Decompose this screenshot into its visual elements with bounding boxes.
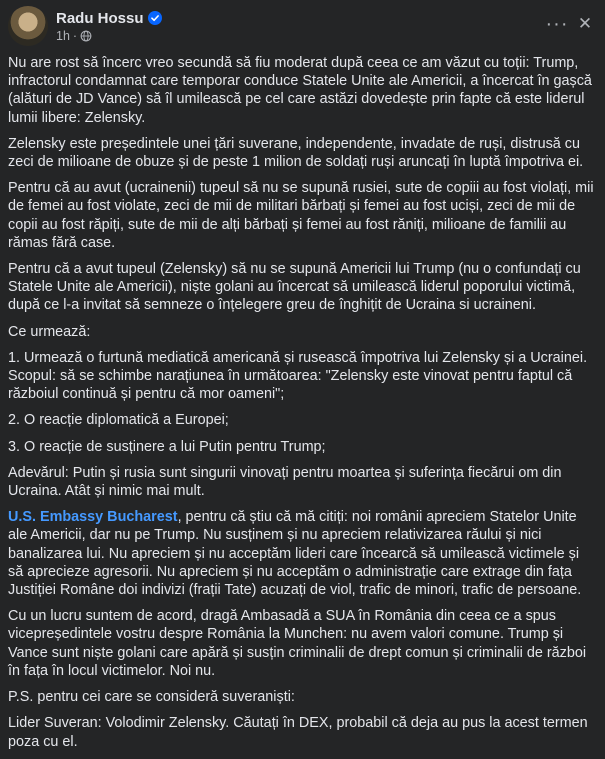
author-row [56, 9, 162, 27]
avatar[interactable] [8, 6, 48, 46]
author-name[interactable]: Radu Hossu [56, 9, 144, 27]
more-options-icon[interactable]: ··· [545, 12, 569, 35]
post-paragraph: Adevărul: Putin și rusia sunt singurii vinovați pentru moartea și suferința fiecărui om din Ucraina. Atât și nimic mai mult. [8, 464, 562, 500]
globe-icon[interactable] [80, 30, 92, 42]
embassy-mention-link[interactable]: U.S. Embassy Bucharest [8, 509, 178, 526]
close-icon[interactable]: ✕ [577, 14, 593, 33]
post-paragraph: 3. O reacție de susținere a lui Putin pentru Trump; [8, 438, 326, 455]
verified-badge-icon [148, 11, 162, 25]
post-paragraph: Pentru că a avut tupeul (Zelensky) să nu se supună Americii lui Trump (nu o confundați cu Statele Unite ale Americii), niște golani au încercat să umilească liderul poporului victimă, după ce l-a invitat să semneze o înțelegere greu de înghițit de Ucraina si ucraineni. [8, 261, 581, 314]
post-timestamp[interactable]: 1h [56, 29, 70, 43]
post-meta [56, 29, 92, 43]
post-paragraph: 2. O reacție diplomatică a Europei; [8, 412, 229, 429]
mention-paragraph-text: , pentru că știu că mă citiți: noi românii apreciem Statelor Unite ale Americii, dar nu pe Trump. Nu susținem și nu apreciem relativizarea răului și nici banalizarea lui. Nu apreciem și nu acceptăm lideri care încearcă să umilească victimele și să aprecieze agresorii. Nu apreciem și nu acceptăm o administrație care extrage din fața Justiției Române doi indivizi (frații Tate) acuzați de viol, trafic de minori, trafic de persoane. [8, 509, 582, 599]
post-header [8, 6, 595, 46]
post-paragraph: P.S. pentru cei care se consideră suveraniști: [8, 689, 295, 706]
meta-separator: · [72, 29, 78, 43]
post-paragraph: Lider Suveran: Volodimir Zelensky. Căutați în DEX, probabil că deja au pus la acest termen poza cu el. [8, 715, 588, 750]
post-paragraph: Zelensky este președintele unei țări suverane, independente, invadate de ruși, distrusă cu zeci de milioane de obuze și de peste 1 milion de soldați ruși aruncați în luptă împotriva ei. [8, 135, 584, 171]
post-paragraph: Pentru că au avut (ucrainenii) tupeul să nu se supună rusiei, sute de copiii au fost violați, mii de femei au fost violate, zeci de mii de militari bărbați și femei au fost uciși, zeci de mii de copii au fost răpiți, sute de mii de alți bărbați și femei au fost răniți, milioane de familii au rămas fără case. [8, 180, 594, 251]
post-paragraph: Nu are rost să încerc vreo secundă să fiu moderat după ceea ce am văzut cu toții: Trump, infractorul condamnat care temporar conduce Statele Unite ale Americii, a încercat în gașcă (alături de JD Vance) să îl umilească pe cel care astăzi dovedește prin fapte că este liderul lumii libere: Zelensky. [8, 55, 592, 126]
post-body [8, 54, 598, 759]
post-paragraph: Ce urmează: [8, 323, 91, 340]
post-paragraph: Cu un lucru suntem de acord, dragă Ambasadă a SUA în România din ceea ce a spus vicepreședintele vostru despre România la Munchen: nu avem valori comune. Trump și Vance sunt niște golani care apără și susțin criminalii de drept comun și criminalii de război în fața în locul victimelor. Noi nu. [8, 608, 587, 679]
post-paragraph-mention [8, 508, 598, 599]
post-paragraph: 1. Urmează o furtună mediatică americană și rusească împotriva lui Zelensky și a Ucrainei. Scopul: să se schimbe narațiunea în următoarea: "Zelensky este vinovat pentru faptul că războiul continuă și pentru că mor oameni"; [8, 349, 588, 403]
